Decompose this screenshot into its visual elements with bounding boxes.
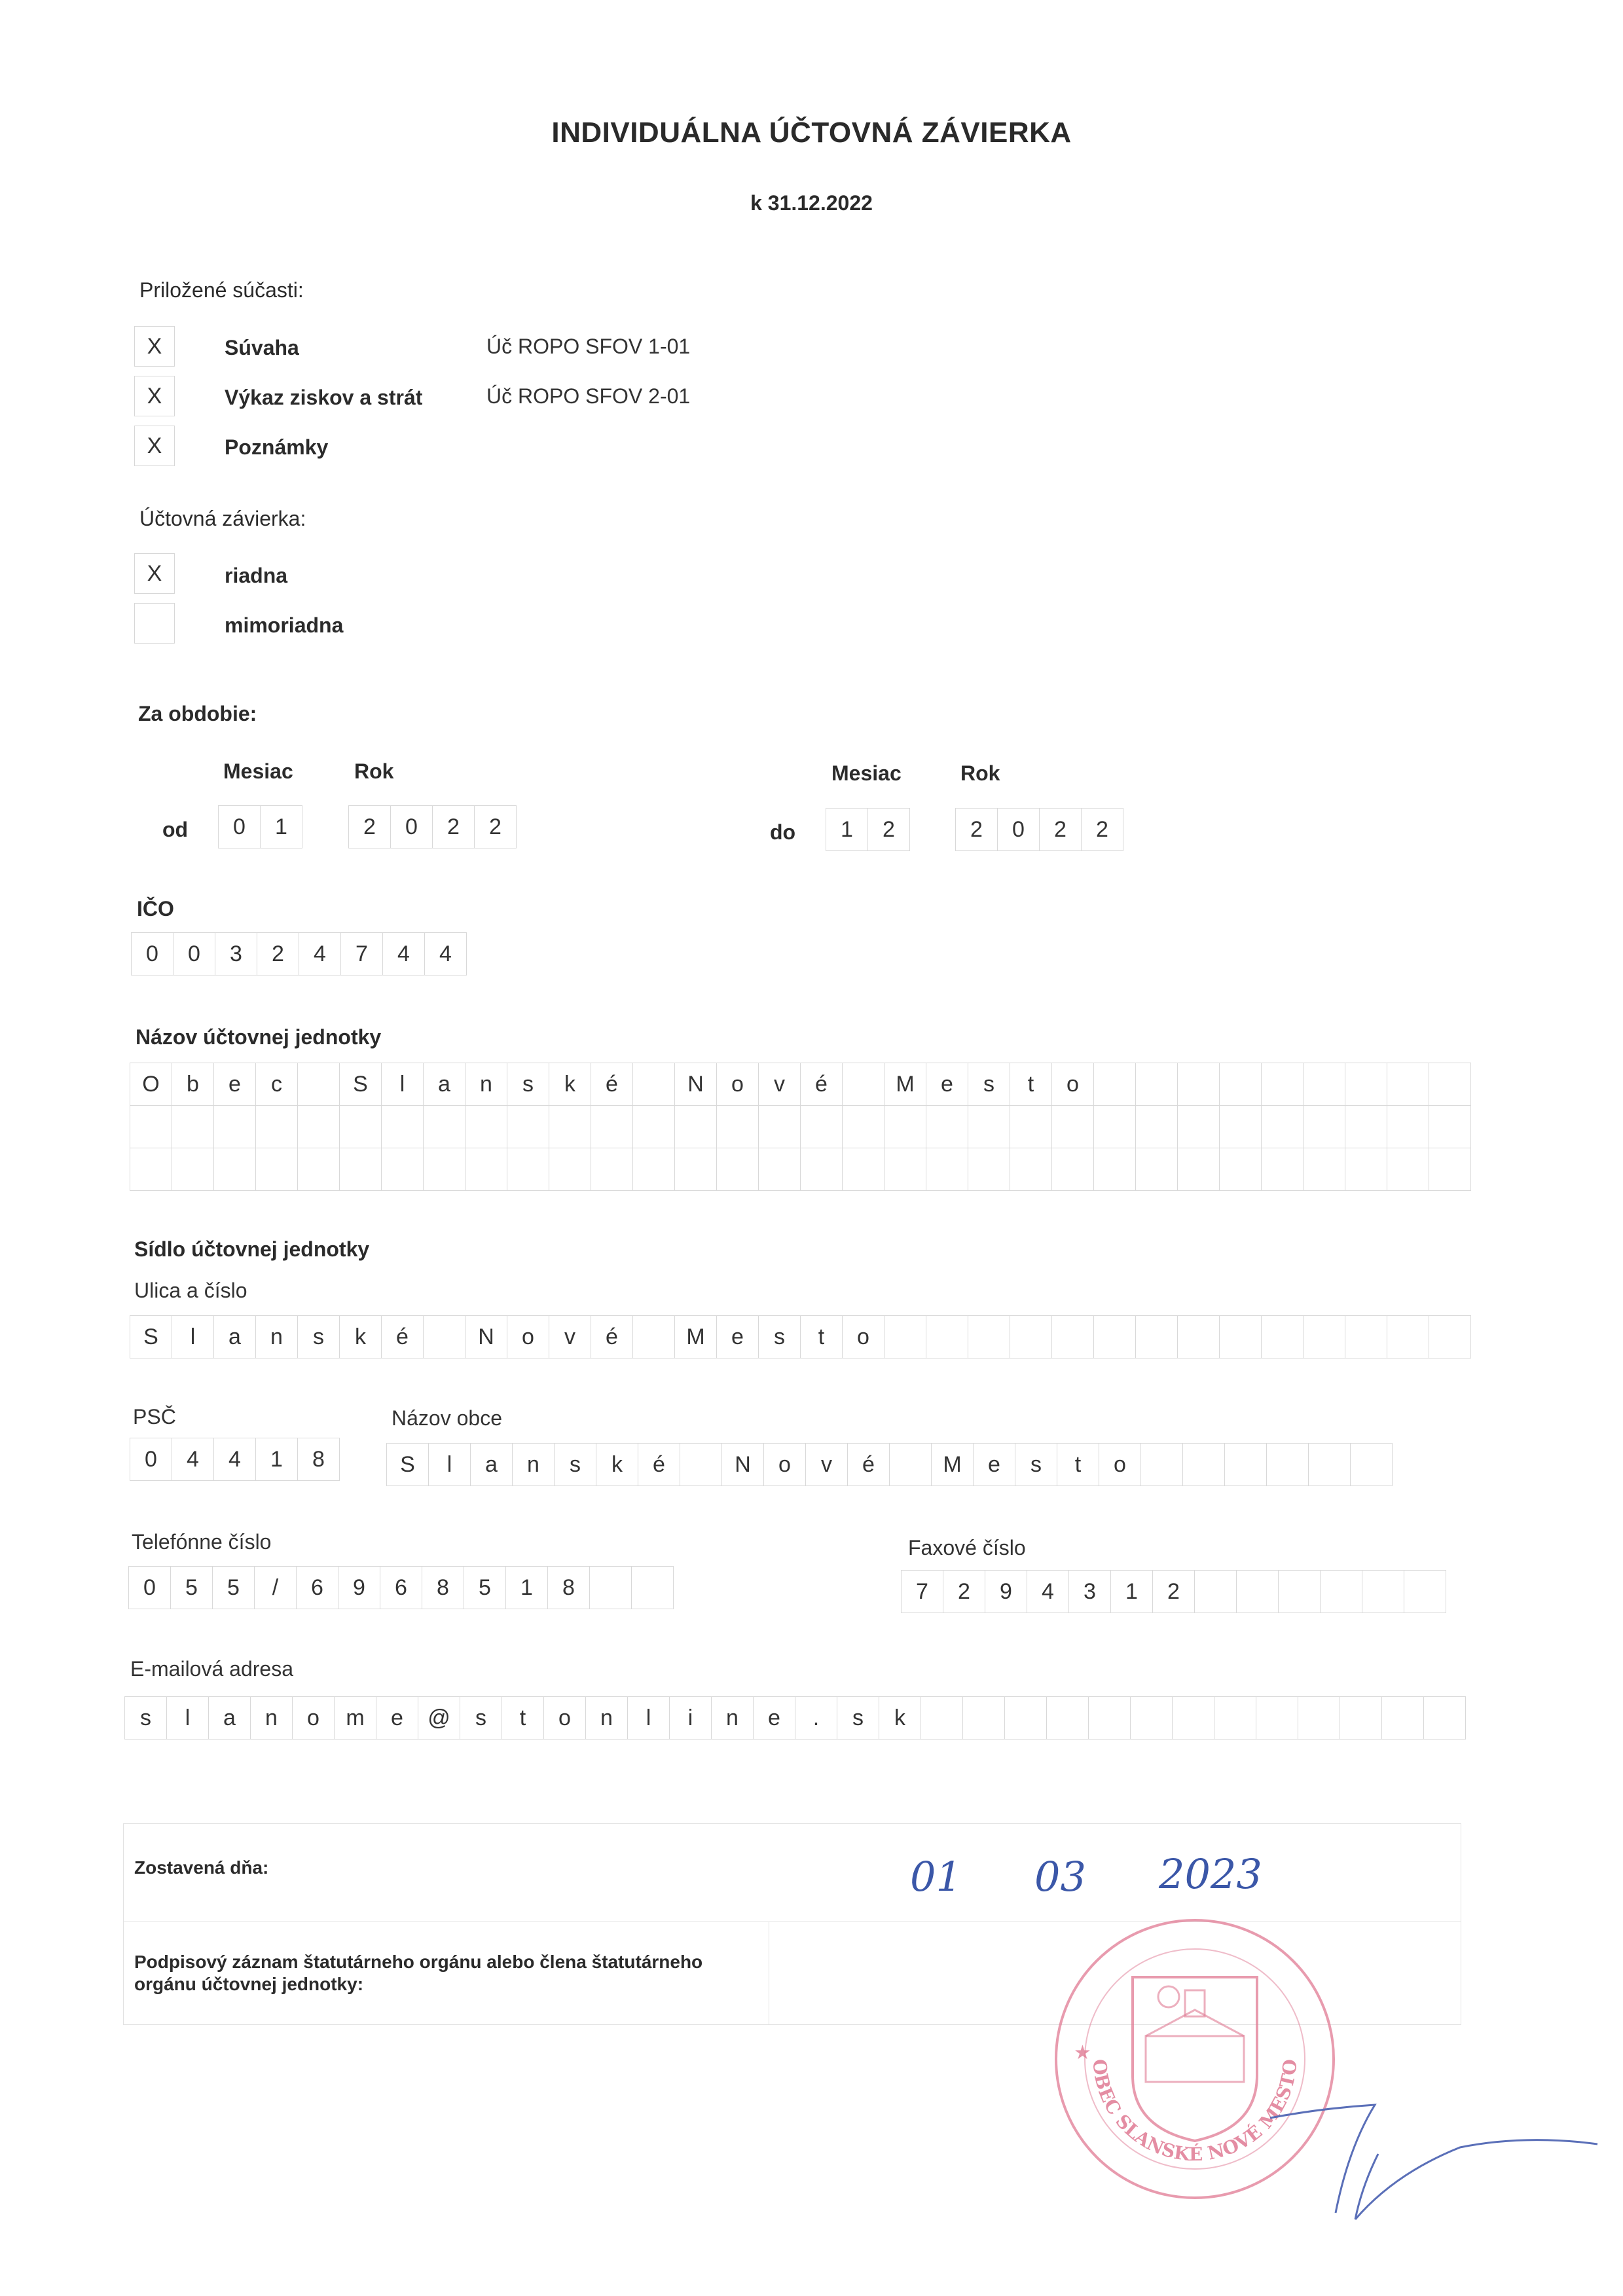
char-cell — [130, 1105, 172, 1148]
char-cell: t — [501, 1696, 544, 1740]
char-cell — [1423, 1696, 1466, 1740]
char-cell — [255, 1105, 298, 1148]
char-cell — [297, 1148, 340, 1191]
char-cell — [1182, 1443, 1225, 1486]
char-cell — [1177, 1063, 1220, 1106]
char-cell: s — [1015, 1443, 1057, 1486]
char-cell: 4 — [424, 932, 467, 975]
char-cell: 2 — [348, 805, 391, 848]
char-cell — [758, 1148, 801, 1191]
char-cell — [1261, 1105, 1304, 1148]
char-cell — [1088, 1696, 1131, 1740]
char-cell — [926, 1105, 968, 1148]
char-cell — [1303, 1063, 1345, 1106]
char-cell: 2 — [1152, 1570, 1195, 1613]
char-cell — [1350, 1443, 1393, 1486]
char-cell — [680, 1443, 722, 1486]
char-cell — [1219, 1315, 1262, 1358]
char-cell — [1135, 1105, 1178, 1148]
char-cell: l — [381, 1063, 424, 1106]
char-cell — [297, 1105, 340, 1148]
char-cell: 4 — [172, 1438, 214, 1481]
char-cell: n — [255, 1315, 298, 1358]
char-cell — [884, 1105, 926, 1148]
char-cell — [1010, 1315, 1052, 1358]
char-cell: o — [716, 1063, 759, 1106]
char-cell — [1387, 1105, 1429, 1148]
char-cell — [632, 1315, 675, 1358]
char-cell: t — [1010, 1063, 1052, 1106]
char-cell — [1429, 1148, 1471, 1191]
char-cell — [423, 1105, 465, 1148]
char-cell — [423, 1148, 465, 1191]
char-cell — [1140, 1443, 1183, 1486]
char-cell: o — [292, 1696, 335, 1740]
char-cell — [962, 1696, 1005, 1740]
char-cell: v — [805, 1443, 848, 1486]
char-cell: n — [711, 1696, 754, 1740]
char-cell: 0 — [218, 805, 261, 848]
char-cell: l — [428, 1443, 471, 1486]
char-cell — [1345, 1148, 1387, 1191]
char-cell: e — [973, 1443, 1015, 1486]
char-cell — [968, 1315, 1010, 1358]
char-cell: e — [716, 1315, 759, 1358]
char-cell: é — [847, 1443, 890, 1486]
from-year-input[interactable] — [348, 805, 516, 848]
char-cell: k — [339, 1315, 382, 1358]
char-cell: 0 — [997, 808, 1040, 851]
char-cell: 6 — [380, 1566, 422, 1609]
char-cell: k — [549, 1063, 591, 1106]
to-label: do — [770, 820, 796, 844]
compiled-year: 2023 — [1159, 1850, 1262, 1898]
char-cell — [1381, 1696, 1424, 1740]
svg-text:★: ★ — [1074, 2041, 1091, 2064]
char-cell — [339, 1105, 382, 1148]
char-cell: l — [172, 1315, 214, 1358]
char-cell: s — [968, 1063, 1010, 1106]
char-cell — [1051, 1148, 1094, 1191]
char-cell: 1 — [505, 1566, 548, 1609]
email-label: E-mailová adresa — [130, 1657, 293, 1681]
char-cell: 2 — [432, 805, 475, 848]
char-cell: 1 — [255, 1438, 298, 1481]
char-cell — [381, 1148, 424, 1191]
char-cell: 2 — [1039, 808, 1082, 851]
char-cell — [591, 1105, 633, 1148]
char-cell: 0 — [131, 932, 173, 975]
char-cell: c — [255, 1063, 298, 1106]
name-label: Názov účtovnej jednotky — [136, 1025, 382, 1049]
char-cell — [255, 1148, 298, 1191]
period-heading: Za obdobie: — [138, 702, 257, 725]
char-cell: 2 — [1081, 808, 1123, 851]
char-cell — [1261, 1148, 1304, 1191]
checkbox-suvaha[interactable]: X — [134, 326, 175, 367]
char-cell — [339, 1148, 382, 1191]
char-cell — [1093, 1105, 1136, 1148]
char-cell — [549, 1148, 591, 1191]
char-cell — [1345, 1063, 1387, 1106]
char-cell: o — [763, 1443, 806, 1486]
char-cell: 5 — [170, 1566, 213, 1609]
char-cell — [1320, 1570, 1362, 1613]
char-cell — [716, 1105, 759, 1148]
psc-label: PSČ — [133, 1405, 176, 1429]
char-cell — [800, 1105, 843, 1148]
compiled-day: 01 — [910, 1853, 962, 1901]
label-riadna: riadna — [225, 564, 288, 587]
checkbox-mimoriadna[interactable] — [134, 603, 175, 644]
char-cell — [1177, 1105, 1220, 1148]
char-cell: b — [172, 1063, 214, 1106]
char-cell: S — [386, 1443, 429, 1486]
char-cell — [1093, 1315, 1136, 1358]
char-cell: 4 — [299, 932, 341, 975]
char-cell: 9 — [985, 1570, 1027, 1613]
char-cell: t — [800, 1315, 843, 1358]
char-cell: n — [512, 1443, 555, 1486]
name-input-row-3[interactable] — [130, 1148, 1470, 1191]
char-cell: 7 — [901, 1570, 943, 1613]
char-cell: . — [795, 1696, 837, 1740]
char-cell — [716, 1148, 759, 1191]
char-cell: @ — [418, 1696, 460, 1740]
from-label: od — [162, 818, 189, 841]
char-cell: n — [465, 1063, 507, 1106]
compiled-label: Zostavená dňa: — [134, 1857, 269, 1878]
char-cell — [758, 1105, 801, 1148]
char-cell — [631, 1566, 674, 1609]
char-cell — [926, 1315, 968, 1358]
from-month-label: Mesiac — [223, 759, 293, 783]
char-cell — [1429, 1315, 1471, 1358]
char-cell — [465, 1105, 507, 1148]
char-cell: o — [543, 1696, 586, 1740]
char-cell: m — [334, 1696, 376, 1740]
name-input-row-1[interactable] — [130, 1063, 1470, 1106]
to-month-input[interactable] — [826, 808, 909, 851]
char-cell — [884, 1148, 926, 1191]
char-cell: e — [376, 1696, 418, 1740]
char-cell — [172, 1148, 214, 1191]
label-mimoriadna: mimoriadna — [225, 613, 344, 637]
char-cell — [968, 1148, 1010, 1191]
char-cell — [1224, 1443, 1267, 1486]
char-cell — [1303, 1105, 1345, 1148]
from-month-input[interactable] — [218, 805, 302, 848]
char-cell — [1214, 1696, 1256, 1740]
char-cell: a — [470, 1443, 513, 1486]
label-vykaz: Výkaz ziskov a strát — [225, 386, 423, 409]
char-cell: o — [842, 1315, 884, 1358]
street-label: Ulica a číslo — [134, 1279, 247, 1302]
char-cell: 7 — [340, 932, 383, 975]
char-cell: 2 — [955, 808, 998, 851]
to-year-input[interactable] — [955, 808, 1123, 851]
char-cell — [1130, 1696, 1173, 1740]
char-cell — [1278, 1570, 1321, 1613]
char-cell — [130, 1148, 172, 1191]
char-cell — [1172, 1696, 1214, 1740]
char-cell: 9 — [338, 1566, 380, 1609]
char-cell: 4 — [382, 932, 425, 975]
char-cell: é — [591, 1063, 633, 1106]
char-cell: 3 — [1068, 1570, 1111, 1613]
street-input[interactable] — [130, 1315, 1470, 1358]
char-cell: 2 — [943, 1570, 985, 1613]
char-cell: a — [208, 1696, 251, 1740]
char-cell: e — [753, 1696, 795, 1740]
char-cell: N — [465, 1315, 507, 1358]
char-cell — [1093, 1148, 1136, 1191]
char-cell: M — [931, 1443, 974, 1486]
char-cell — [1387, 1315, 1429, 1358]
checkbox-riadna[interactable]: X — [134, 553, 175, 594]
char-cell: o — [1051, 1063, 1094, 1106]
char-cell — [1194, 1570, 1237, 1613]
char-cell — [632, 1063, 675, 1106]
code-vykaz: Úč ROPO SFOV 2-01 — [486, 384, 691, 408]
char-cell — [1266, 1443, 1309, 1486]
name-input-row-2[interactable] — [130, 1105, 1470, 1148]
char-cell: 1 — [260, 805, 302, 848]
char-cell — [1010, 1105, 1052, 1148]
char-cell — [381, 1105, 424, 1148]
char-cell: 5 — [212, 1566, 255, 1609]
char-cell: 4 — [1027, 1570, 1069, 1613]
closing-heading: Účtovná závierka: — [139, 507, 306, 530]
char-cell: s — [837, 1696, 879, 1740]
char-cell: l — [166, 1696, 209, 1740]
char-cell — [1340, 1696, 1382, 1740]
char-cell — [1303, 1148, 1345, 1191]
char-cell — [1004, 1696, 1047, 1740]
char-cell: 0 — [173, 932, 215, 975]
compiled-month: 03 — [1034, 1853, 1086, 1901]
char-cell — [1345, 1105, 1387, 1148]
char-cell — [1308, 1443, 1351, 1486]
char-cell — [1256, 1696, 1298, 1740]
char-cell: 1 — [1110, 1570, 1153, 1613]
char-cell: s — [507, 1063, 549, 1106]
char-cell: M — [884, 1063, 926, 1106]
char-cell — [1219, 1063, 1262, 1106]
char-cell — [507, 1105, 549, 1148]
char-cell — [926, 1148, 968, 1191]
char-cell: s — [758, 1315, 801, 1358]
seat-label: Sídlo účtovnej jednotky — [134, 1237, 370, 1261]
char-cell — [1345, 1315, 1387, 1358]
char-cell — [1298, 1696, 1340, 1740]
char-cell — [842, 1063, 884, 1106]
char-cell — [1177, 1148, 1220, 1191]
char-cell: 0 — [390, 805, 433, 848]
char-cell — [1051, 1315, 1094, 1358]
char-cell: t — [1057, 1443, 1099, 1486]
char-cell: O — [130, 1063, 172, 1106]
char-cell — [842, 1148, 884, 1191]
char-cell — [172, 1105, 214, 1148]
char-cell — [549, 1105, 591, 1148]
char-cell — [1387, 1063, 1429, 1106]
document-date: k 31.12.2022 — [750, 191, 873, 215]
char-cell — [1219, 1105, 1262, 1148]
to-month-label: Mesiac — [831, 761, 902, 785]
char-cell: v — [758, 1063, 801, 1106]
char-cell: s — [297, 1315, 340, 1358]
char-cell: é — [800, 1063, 843, 1106]
city-label: Názov obce — [392, 1406, 502, 1430]
char-cell: N — [721, 1443, 764, 1486]
char-cell — [1046, 1696, 1089, 1740]
char-cell: o — [1099, 1443, 1141, 1486]
char-cell: e — [926, 1063, 968, 1106]
char-cell — [1404, 1570, 1446, 1613]
char-cell — [1010, 1148, 1052, 1191]
city-input[interactable] — [386, 1443, 1392, 1486]
ico-label: IČO — [137, 897, 174, 920]
char-cell: n — [250, 1696, 293, 1740]
char-cell — [884, 1315, 926, 1358]
char-cell: s — [554, 1443, 596, 1486]
char-cell — [1135, 1063, 1178, 1106]
char-cell — [921, 1696, 963, 1740]
char-cell — [1429, 1105, 1471, 1148]
char-cell: e — [213, 1063, 256, 1106]
char-cell: 2 — [867, 808, 910, 851]
char-cell: s — [460, 1696, 502, 1740]
char-cell — [1303, 1315, 1345, 1358]
signature-scribble-icon — [1264, 2095, 1604, 2232]
components-heading: Priložené súčasti: — [139, 278, 304, 302]
document-title: INDIVIDUÁLNA ÚČTOVNÁ ZÁVIERKA — [551, 117, 1072, 149]
char-cell — [1387, 1148, 1429, 1191]
char-cell: 4 — [213, 1438, 256, 1481]
char-cell: 8 — [422, 1566, 464, 1609]
char-cell — [842, 1105, 884, 1148]
char-cell: N — [674, 1063, 717, 1106]
char-cell: 3 — [215, 932, 257, 975]
char-cell: k — [596, 1443, 638, 1486]
char-cell — [674, 1148, 717, 1191]
checkbox-vykaz[interactable]: X — [134, 376, 175, 416]
char-cell: 1 — [826, 808, 868, 851]
phone-input[interactable] — [128, 1566, 673, 1609]
char-cell: 5 — [464, 1566, 506, 1609]
char-cell — [589, 1566, 632, 1609]
char-cell — [632, 1105, 675, 1148]
char-cell — [1429, 1063, 1471, 1106]
char-cell — [1135, 1315, 1178, 1358]
char-cell: M — [674, 1315, 717, 1358]
char-cell — [968, 1105, 1010, 1148]
char-cell: v — [549, 1315, 591, 1358]
char-cell: é — [638, 1443, 680, 1486]
char-cell: 8 — [547, 1566, 590, 1609]
char-cell — [1261, 1315, 1304, 1358]
fax-input[interactable] — [901, 1570, 1446, 1613]
char-cell: n — [585, 1696, 628, 1740]
label-poznamky: Poznámky — [225, 435, 329, 459]
char-cell: é — [591, 1315, 633, 1358]
char-cell — [1219, 1148, 1262, 1191]
char-cell: a — [423, 1063, 465, 1106]
char-cell: / — [254, 1566, 297, 1609]
char-cell — [423, 1315, 465, 1358]
checkbox-poznamky[interactable]: X — [134, 426, 175, 466]
char-cell: o — [507, 1315, 549, 1358]
char-cell: 0 — [128, 1566, 171, 1609]
char-cell: 2 — [257, 932, 299, 975]
char-cell — [297, 1063, 340, 1106]
char-cell — [213, 1105, 256, 1148]
char-cell: 2 — [474, 805, 517, 848]
char-cell: S — [339, 1063, 382, 1106]
char-cell: 6 — [296, 1566, 338, 1609]
stamp-text: OBEC SLANSKÉ NOVÉ MESTO — [1088, 2058, 1302, 2166]
char-cell — [1177, 1315, 1220, 1358]
char-cell — [800, 1148, 843, 1191]
fax-label: Faxové číslo — [908, 1536, 1026, 1559]
to-year-label: Rok — [960, 761, 1000, 785]
char-cell — [1135, 1148, 1178, 1191]
ico-input[interactable] — [131, 932, 466, 975]
char-cell — [1362, 1570, 1404, 1613]
char-cell — [1051, 1105, 1094, 1148]
char-cell — [1093, 1063, 1136, 1106]
psc-input[interactable] — [130, 1438, 339, 1481]
char-cell — [889, 1443, 932, 1486]
phone-label: Telefónne číslo — [132, 1530, 272, 1554]
char-cell — [674, 1105, 717, 1148]
char-cell — [632, 1148, 675, 1191]
label-suvaha: Súvaha — [225, 336, 299, 359]
code-suvaha: Úč ROPO SFOV 1-01 — [486, 335, 691, 358]
char-cell — [465, 1148, 507, 1191]
signature-label: Podpisový záznam štatutárneho orgánu alebo člena štatutárneho orgánu účtovnej jednotky: — [134, 1952, 703, 1994]
char-cell: i — [669, 1696, 712, 1740]
char-cell: S — [130, 1315, 172, 1358]
char-cell — [591, 1148, 633, 1191]
from-year-label: Rok — [354, 759, 394, 783]
char-cell: 0 — [130, 1438, 172, 1481]
char-cell — [1236, 1570, 1279, 1613]
char-cell: 8 — [297, 1438, 340, 1481]
email-input[interactable] — [124, 1696, 1465, 1740]
char-cell — [1261, 1063, 1304, 1106]
char-cell: k — [879, 1696, 921, 1740]
char-cell: l — [627, 1696, 670, 1740]
char-cell: s — [124, 1696, 167, 1740]
char-cell: a — [213, 1315, 256, 1358]
char-cell — [213, 1148, 256, 1191]
char-cell: é — [381, 1315, 424, 1358]
char-cell — [507, 1148, 549, 1191]
